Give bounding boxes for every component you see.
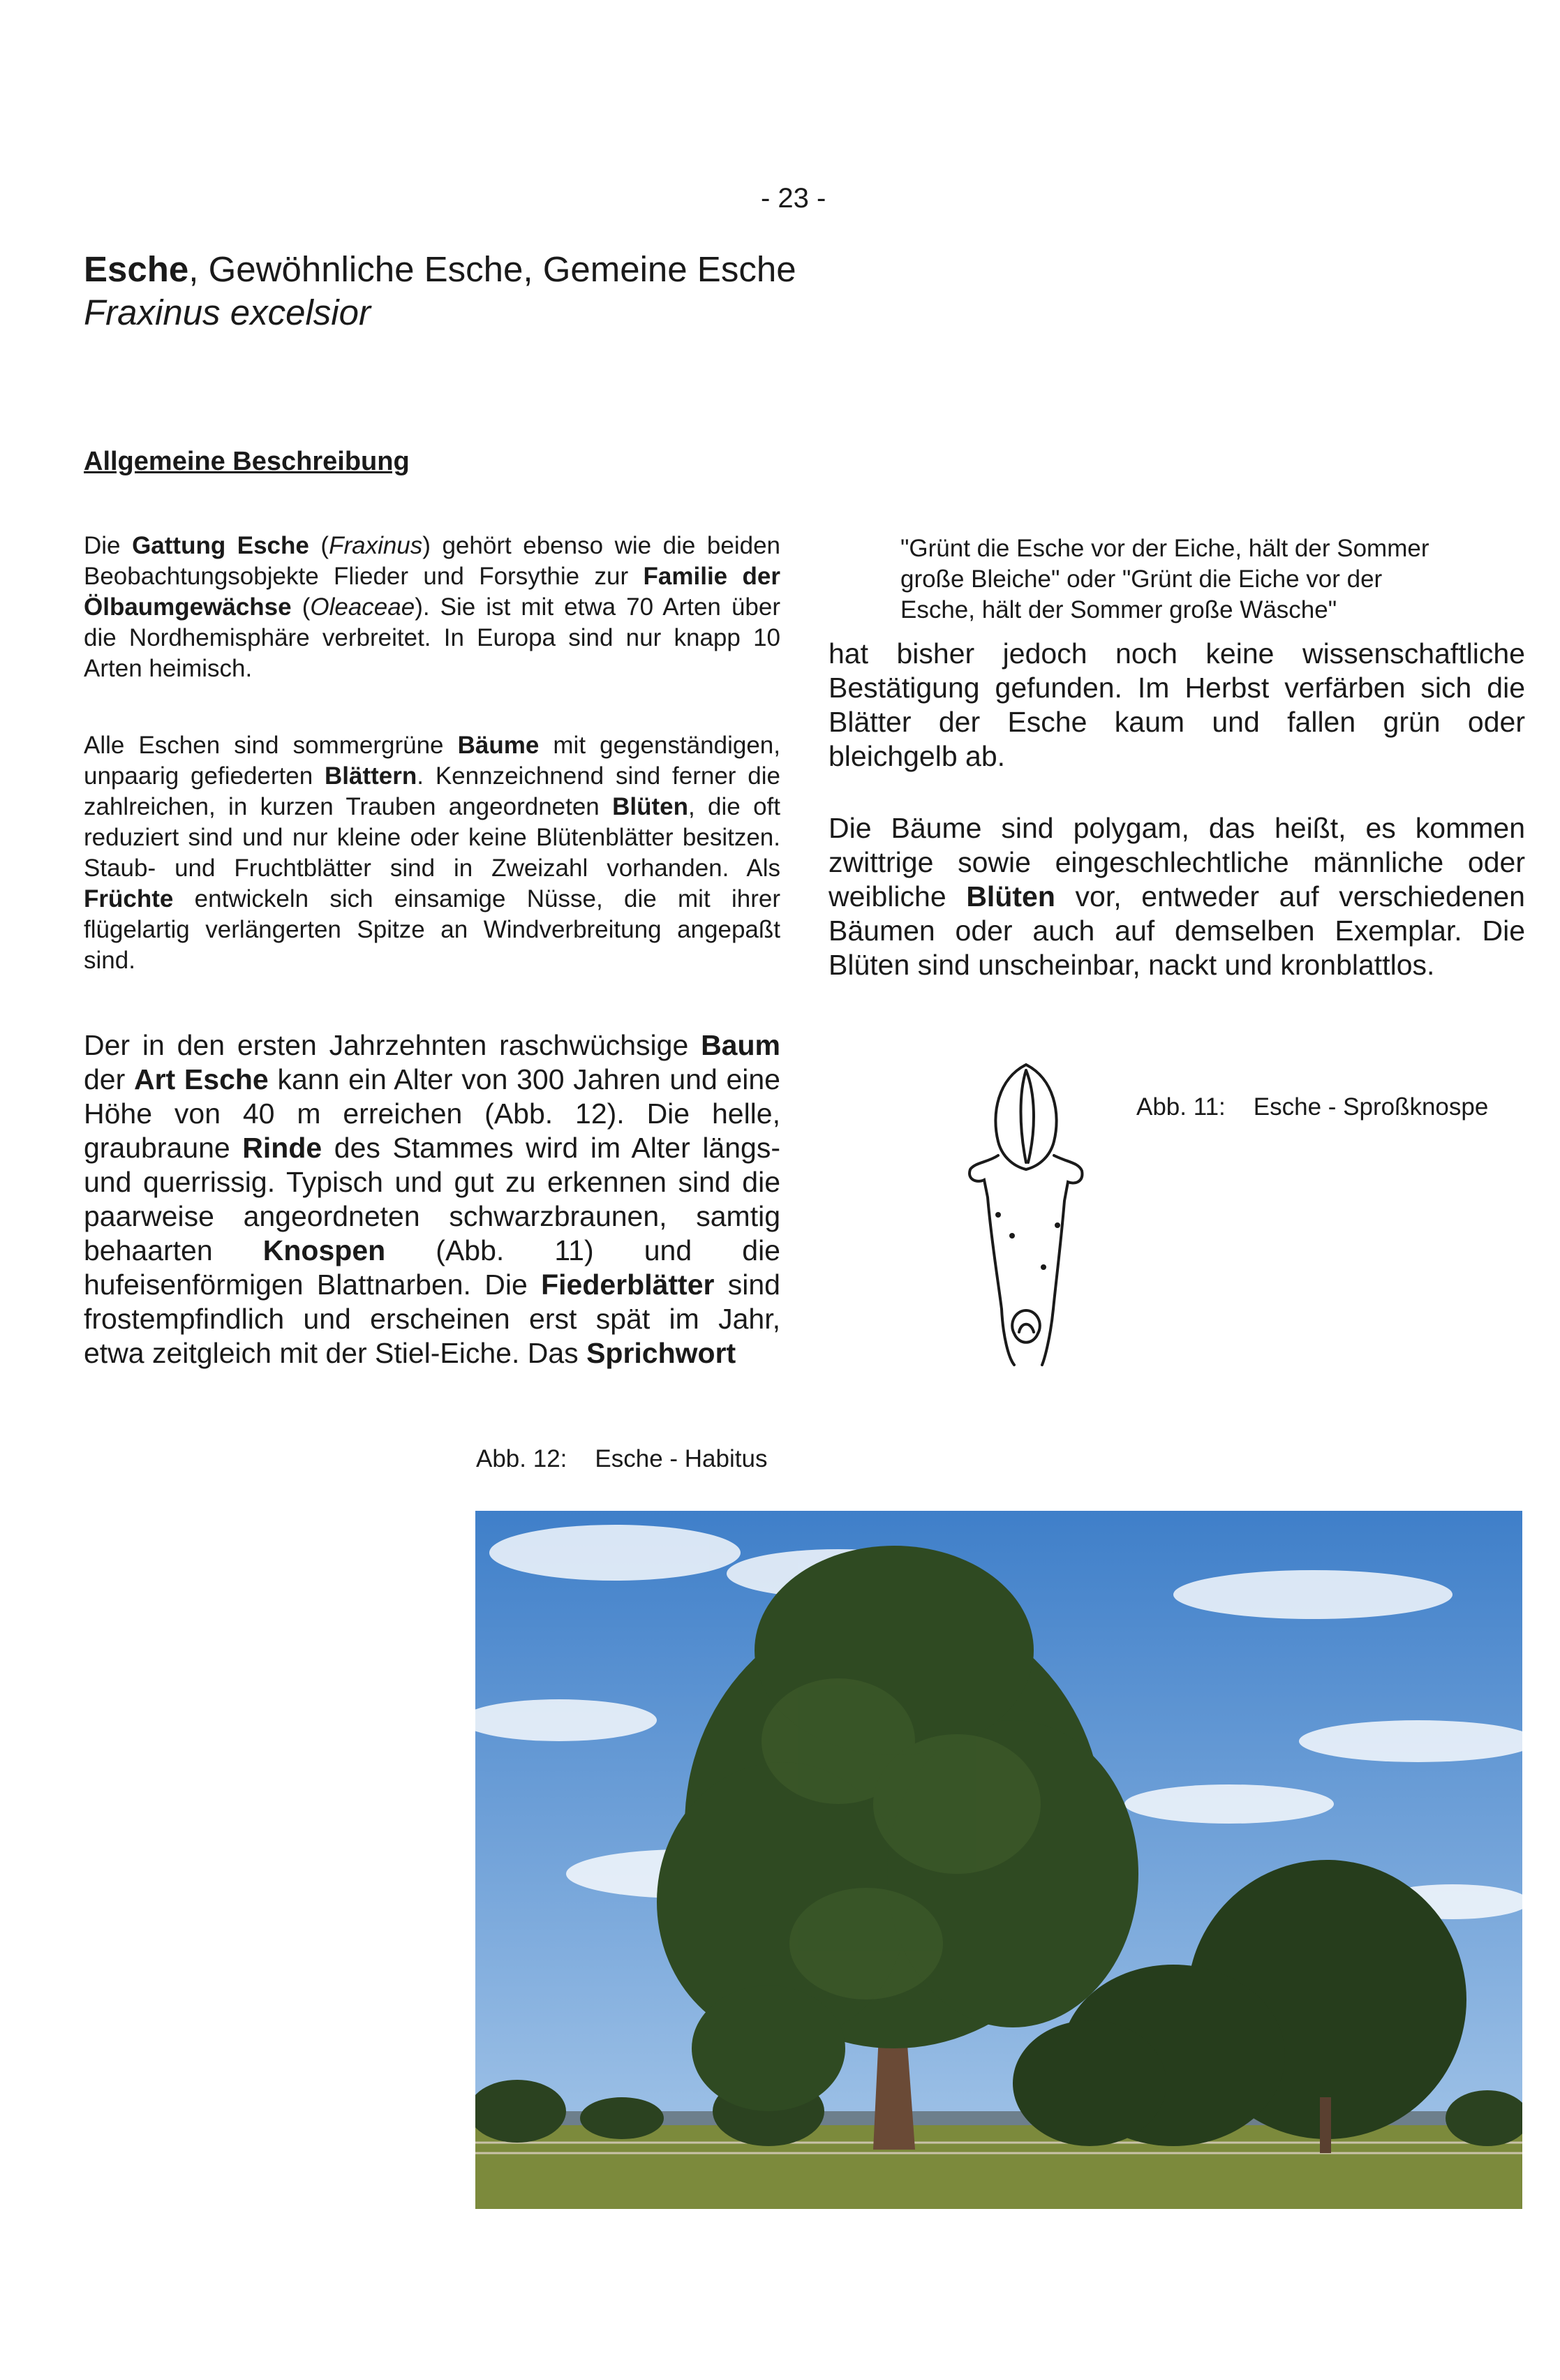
- page-number: - 23 -: [761, 183, 826, 214]
- fig12-label: Abb. 12:: [476, 1445, 567, 1472]
- bud-tip-scale: [1021, 1070, 1034, 1162]
- ash-tree-photo: [475, 1511, 1522, 2209]
- bud-drawing: [960, 1058, 1092, 1368]
- paragraph-genus: Die Gattung Esche (Fraxinus) gehört ebenso wie die beiden Beobachtungsobjekte Flieder und Forsythie zur Familie der Ölbaumgewächse (Oleaceae). Sie ist mit etwa 70 Arten über die Nordhemisphäre verbreitet. In Europa sind nur knapp 10 Arten heimisch.: [84, 532, 781, 682]
- paragraph-polygam: Die Bäume sind polygam, das heißt, es kommen zwittrige sowie eingeschlechtliche männliche oder weibliche Blüten vor, entweder auf verschiedenen Bäumen oder auch auf demselben Exemplar. Die Blüten sind unscheinbar, nackt und kronblattlos.: [829, 812, 1525, 981]
- bud-tip: [995, 1065, 1056, 1169]
- latin-name: Fraxinus excelsior: [84, 293, 371, 332]
- paragraph-features: Alle Eschen sind sommergrüne Bäume mit gegenständigen, unpaarig gefiederten Blättern. Kennzeichnend sind ferner die zahlreichen, in kurzen Trauben angeordneten Blüten, die oft reduziert sind und nur kleine oder keine Blütenblätter besitzen. Staub- und Fruchtblätter sind in Zweizahl vorhanden. Als Früchte entwickeln sich einsamige Nüsse, die mit ihrer flügelartig verlängerten Spitze an Windverbreitung angepaßt sind.: [84, 732, 780, 974]
- proverb-quote: "Grünt die Esche vor der Eiche, hält der Sommer große Bleiche" oder "Grünt die Eiche vor der Esche, hält der Sommer große Wäsche": [900, 535, 1429, 623]
- figure-11-caption: [1136, 1093, 1488, 1121]
- fig11-label: Abb. 11:: [1136, 1093, 1226, 1121]
- fig11-caption-text: Esche - Sproßknospe: [1253, 1093, 1489, 1121]
- paragraph-tree: Der in den ersten Jahrzehnten raschwüchsige Baum der Art Esche kann ein Alter von 300 Jahren und eine Höhe von 40 m erreichen (Abb. 12). Die helle, graubraune Rinde des Stammes wird im Alter längs- und querrissig. Typisch und gut zu erkennen sind die paarweise angeordneten schwarzbraunen, samtig behaarten Knospen (Abb. 11) und die hufeisenförmigen Blattnarben. Die Fiederblätter sind frostempfindlich und erscheinen erst spät im Jahr, etwa zeitgleich mit der Stiel-Eiche. Das Sprichwort: [84, 1029, 780, 1369]
- title-main: Esche: [84, 249, 189, 289]
- leaf-scar-inner: [1019, 1324, 1034, 1332]
- section-heading: Allgemeine Beschreibung: [84, 447, 410, 476]
- fig12-caption-text: Esche - Habitus: [595, 1445, 768, 1472]
- leaf-scar: [1012, 1310, 1040, 1343]
- figure-12-caption: [476, 1445, 767, 1473]
- title-rest: , Gewöhnliche Esche, Gemeine Esche: [188, 249, 796, 289]
- bud-shaft: [970, 1155, 1082, 1365]
- page-title: [84, 249, 796, 290]
- paragraph-proverb-note: hat bisher jedoch noch keine wissenschaftliche Bestätigung gefunden. Im Herbst verfärben sich die Blätter der Esche kaum und fallen grün oder bleichgelb ab.: [829, 637, 1525, 772]
